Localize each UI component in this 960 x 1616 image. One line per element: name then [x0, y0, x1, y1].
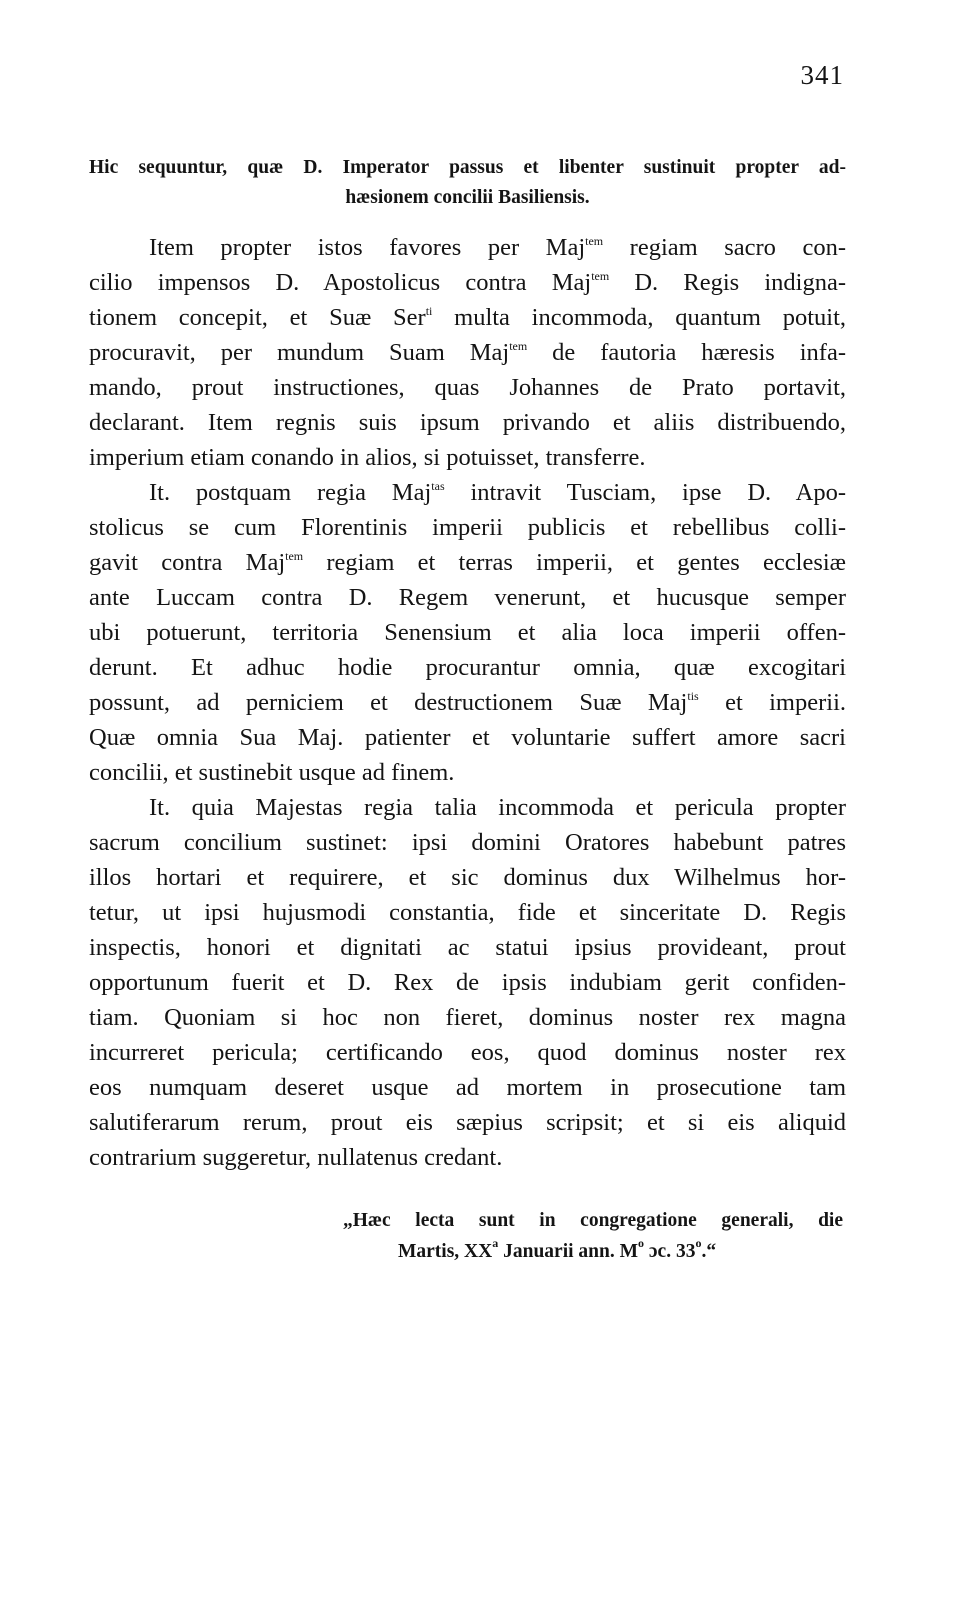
text-line: incurreret pericula; certificando eos, quod dominus noster rex [89, 1039, 846, 1066]
text-line: derunt. Et adhuc hodie procurantur omnia, quæ excogitari [89, 654, 846, 681]
text-line: cilio impensos D. Apostolicus contra Maj$^{tem}$ D. Regis indigna- [89, 269, 846, 296]
text-line: inspectis, honori et dignitati ac statui ipsius provideant, prout [89, 934, 846, 961]
text-line: contrarium suggeretur, nullatenus credant. [89, 1144, 503, 1171]
text-line: opportunum fuerit et D. Rex de ipsis indubiam gerit confiden- [89, 969, 846, 996]
closing-line-2: Martis, $XX^a$ Januarii ann. $M^o$ ɔc. 33$^o$.“ [398, 1236, 717, 1262]
text-line: procuravit, per mundum Suam Maj$^{tem}$ de fautoria hæresis infa- [89, 339, 846, 366]
closing-note [343, 1205, 843, 1267]
text-line: declarant. Item regnis suis ipsum privando et aliis distribuendo, [89, 409, 846, 436]
body-text [89, 230, 846, 1175]
text-line: stolicus se cum Florentinis imperii publicis et rebellibus colli- [89, 514, 846, 541]
text-line: sacrum concilium sustinet: ipsi domini Oratores habebunt patres [89, 829, 846, 856]
section-heading [89, 153, 846, 213]
text-line: imperium etiam conando in alios, si potuisset, transferre. [89, 444, 646, 471]
text-line: ubi potuerunt, territoria Senensium et alia loca imperii offen- [89, 619, 846, 646]
text-line: tetur, ut ipsi hujusmodi constantia, fide et sinceritate D. Regis [89, 899, 846, 926]
text-line: gavit contra Maj$^{tem}$ regiam et terras imperii, et gentes ecclesiæ [89, 549, 846, 576]
text-line: concilii, et sustinebit usque ad finem. [89, 759, 455, 786]
heading-line-1: Hic sequuntur, quæ D. Imperator passus et libenter sustinuit propter ad- [89, 157, 846, 178]
paragraph [89, 790, 846, 1175]
text-line: tionem concepit, et Suæ Ser$^{ti}$ multa incommoda, quantum potuit, [89, 304, 847, 331]
text-line: eos numquam deseret usque ad mortem in prosecutione tam [89, 1074, 846, 1101]
heading-line-2: hæsionem concilii Basiliensis. [345, 187, 590, 208]
text-line: ante Luccam contra D. Regem venerunt, et hucusque semper [89, 584, 846, 611]
text-line: Quæ omnia Sua Maj. patienter et voluntarie suffert amore sacri [89, 724, 846, 751]
page-number: 341 [800, 60, 844, 90]
text-line: possunt, ad perniciem et destructionem Suæ Maj$^{tis}$ et imperii. [89, 689, 846, 716]
text-line: tiam. Quoniam si hoc non fieret, dominus noster rex magna [89, 1004, 846, 1031]
text-line: It. quia Majestas regia talia incommoda et pericula propter [149, 794, 846, 821]
paragraph [89, 475, 846, 790]
text-line: It. postquam regia Maj$^{tas}$ intravit Tusciam, ipse D. Apo- [149, 479, 846, 506]
closing-line-1: „Hæc lecta sunt in congregatione generali, die [343, 1210, 843, 1231]
text-line: illos hortari et requirere, et sic dominus dux Wilhelmus hor- [89, 864, 846, 891]
text-line: salutiferarum rerum, prout eis sæpius scripsit; et si eis aliquid [89, 1109, 846, 1136]
paragraph [89, 230, 846, 475]
text-line: mando, prout instructiones, quas Johannes de Prato portavit, [89, 374, 846, 401]
text-line: Item propter istos favores per Maj$^{tem}$ regiam sacro con- [149, 234, 846, 261]
